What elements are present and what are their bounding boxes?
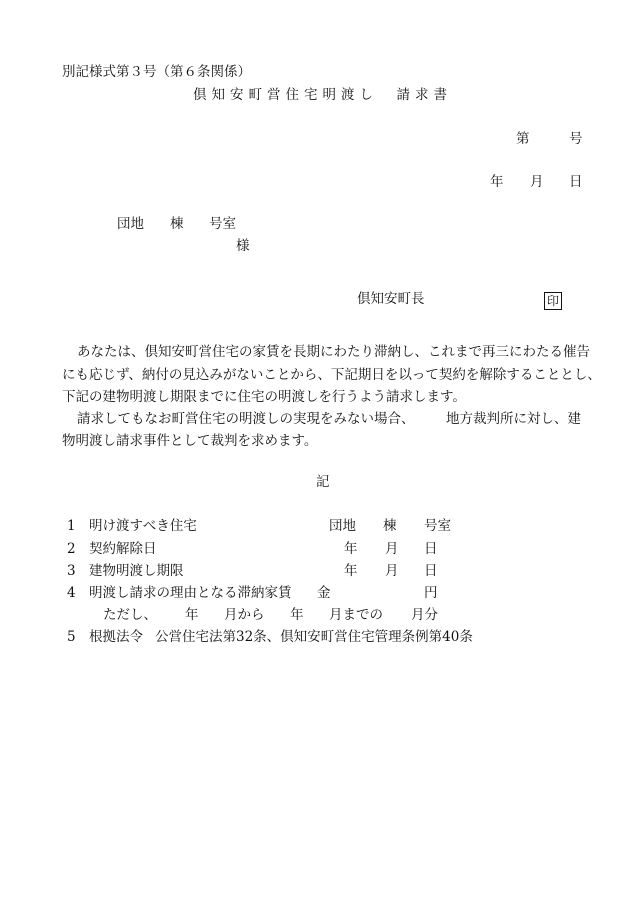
page-title: 倶知安町営住宅明渡し 請求書 — [193, 87, 452, 103]
item-1-label: 明け渡すべき住宅 — [89, 518, 197, 534]
body-para2-line1b: 地方裁判所に対し、建 — [446, 411, 581, 427]
body-para2-line1a: 請求してもなお町営住宅の明渡しの実現をみない場合、 — [77, 411, 415, 427]
item-3-number: 3 — [67, 563, 76, 579]
date-day: 日 — [569, 174, 583, 190]
item-1-room: 号室 — [424, 518, 451, 534]
item-4-kin: 金 — [317, 585, 331, 601]
item-2-day: 日 — [424, 541, 438, 557]
date-year: 年 — [490, 174, 504, 190]
item-4-year-from: 年 — [185, 607, 199, 623]
body-para1-line2: にも応じず、納付の見込みがないことから、下記期日を以って契約を解除することとし、 — [62, 367, 601, 383]
recipient-room: 号室 — [209, 216, 236, 232]
item-3-month: 月 — [385, 563, 399, 579]
item-4-months: 月分 — [411, 607, 438, 623]
body-para1-line1: あなたは、倶知安町営住宅の家賃を長期にわたり滞納し、これまで再三にわたる催告 — [77, 344, 590, 360]
body-para1-line3: 下記の建物明渡し期限までに住宅の明渡しを行うよう請求します。 — [62, 389, 466, 405]
seal-stamp: 印 — [544, 292, 562, 310]
item-2-month: 月 — [385, 541, 399, 557]
item-1-number: 1 — [67, 518, 76, 534]
item-5-label: 根拠法令 — [89, 629, 143, 645]
item-4-year-to: 年 — [290, 607, 304, 623]
item-4-yen: 円 — [424, 585, 438, 601]
item-4-month-to: 月までの — [329, 607, 383, 623]
item-4-tadashi: ただし、 — [103, 607, 157, 623]
date-month: 月 — [530, 174, 544, 190]
issuer-name: 倶知安町長 — [357, 291, 425, 307]
doc-no-prefix: 第 — [516, 131, 530, 147]
body-para2-line2: 物明渡し請求事件として裁判を求めます。 — [62, 433, 318, 449]
recipient-honorific: 様 — [236, 238, 250, 254]
item-3-label: 建物明渡し期限 — [89, 563, 184, 579]
item-2-number: 2 — [67, 541, 76, 557]
item-4-label: 明渡し請求の理由となる滞納家賃 — [89, 585, 292, 601]
item-5-number: 5 — [67, 629, 76, 645]
item-3-day: 日 — [424, 563, 438, 579]
item-1-to: 棟 — [383, 518, 397, 534]
item-4-month-from: 月から — [224, 607, 265, 623]
item-5-text: 公営住宅法第32条、倶知安町営住宅管理条例第40条 — [155, 629, 473, 645]
recipient-to: 棟 — [170, 216, 184, 232]
item-2-year: 年 — [344, 541, 358, 557]
item-2-label: 契約解除日 — [89, 541, 157, 557]
recipient-danchi: 団地 — [117, 216, 144, 232]
item-4-number: 4 — [67, 585, 76, 601]
item-1-danchi: 団地 — [329, 518, 356, 534]
item-3-year: 年 — [344, 563, 358, 579]
doc-no-suffix: 号 — [569, 131, 583, 147]
form-label: 別記様式第３号（第６条関係） — [62, 64, 251, 80]
ki-heading: 記 — [316, 474, 330, 490]
